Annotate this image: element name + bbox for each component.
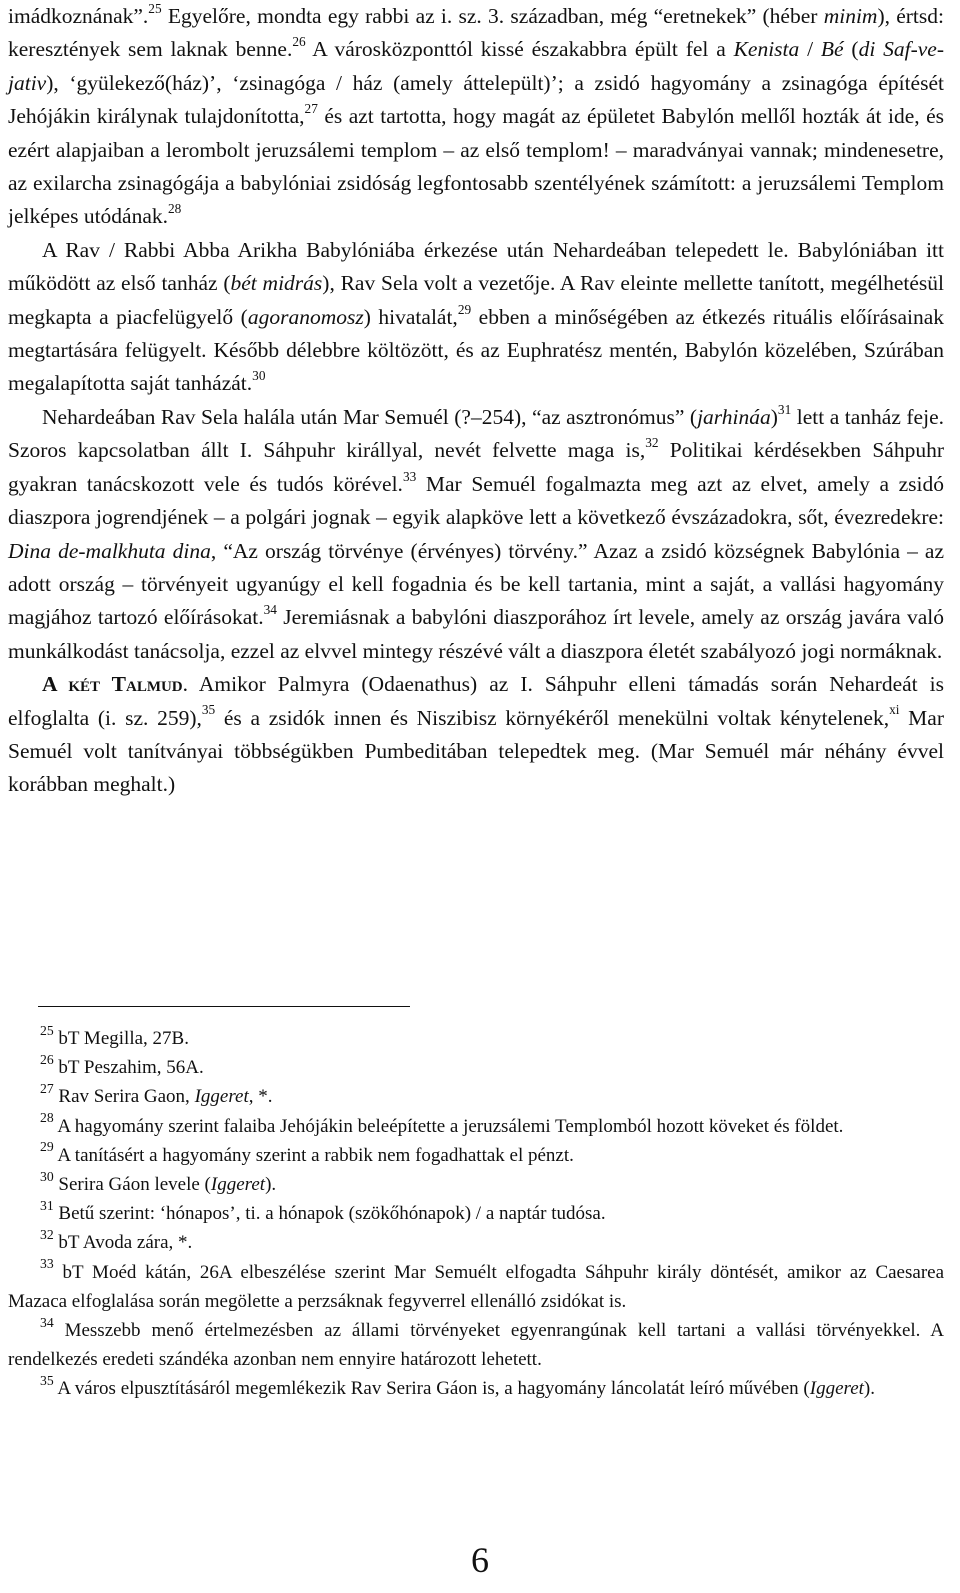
footnote-ref: 25 <box>148 0 162 16</box>
paragraph <box>8 0 944 234</box>
footnote-number: 33 <box>40 1256 54 1272</box>
text-run: lett a tanház feje. Szoros kapcsolatban állt I. Sáhpuhr királlyal, nevét felvette maga is, <box>8 404 944 463</box>
text-run: ) hivatalát, <box>363 304 458 329</box>
footnote-number: 34 <box>40 1314 54 1330</box>
footnote <box>8 1170 944 1199</box>
text-run: A Rav / Rabbi Abba Arikha Babylóniába érkezése után Nehardeában telepedett le. Babylóniában itt működött az első tanház ( <box>8 237 944 296</box>
text-run: , “Az ország törvénye (érvényes) törvény.” Azaz a zsidó községnek Babylónia – az adott ország – törvényeit ugyanúgy el kell fogadnia és be kell tartania, mint a saját, a vallási hagyomány magjához tartozó előírásokat. <box>8 538 944 630</box>
page-number: 6 <box>471 1540 489 1580</box>
italic-text: agoranomosz <box>247 304 364 329</box>
footnote-number: 28 <box>40 1110 54 1126</box>
text-run: és a zsidók innen és Niszibisz környékéről menekülni voltak kénytelenek, <box>215 705 890 730</box>
italic-text: Dina de-malkhuta dina <box>8 538 211 563</box>
footnote-number: 30 <box>40 1168 54 1184</box>
footnote-number: 29 <box>40 1139 54 1155</box>
text-run: ( <box>843 37 859 62</box>
text-run: bT Megilla, 27B. <box>58 1028 189 1049</box>
footnote <box>8 1316 944 1374</box>
footnotes <box>8 1024 944 1404</box>
footnote-ref: 31 <box>777 401 792 417</box>
footnote-ref: xi <box>889 702 900 718</box>
footnote-ref: 33 <box>402 468 417 484</box>
text-run: Egyelőre, mondta egy rabbi az i. sz. 3. században, még “eretnekek” (héber <box>161 4 824 28</box>
footnote <box>8 1141 944 1170</box>
text-run: és azt tartotta, hogy magát az épületet Babylón mellől hozták át ide, és ezért alapjaiban a lerombolt jeruzsálemi templom – az első templom! – maradványai vannak; mindenesetre, az exilarcha zsinagógája a babylóniai zsidóság legfontosabb szentélyének számított: a jeruzsálemi Templom jelképes utódának. <box>8 104 944 229</box>
paragraph <box>8 668 944 802</box>
italic-text: di Saf-ve-jativ <box>8 37 944 95</box>
text-run: ), ‘gyülekező(ház)’, ‘zsinagóga / ház (amely áttelepült)’; a zsidó hagyomány a zsinagóga építését Jehójákin királynak tulajdonította, <box>8 70 944 129</box>
footnote-number: 31 <box>40 1197 54 1213</box>
footnote-number: 27 <box>40 1081 54 1097</box>
footnote <box>8 1024 944 1053</box>
footnote-number: 35 <box>40 1373 54 1389</box>
paragraph <box>8 401 944 668</box>
footnote-number: 32 <box>40 1227 54 1243</box>
footnote-ref: 35 <box>201 702 216 718</box>
text-run: . Amikor Palmyra (Odaenathus) az I. Sáhpuhr elleni támadás során Nehardeát is elfoglalta (i. sz. 259), <box>8 672 944 730</box>
text-run: Nehardeában Rav Sela halála után Mar Semuél (?–254), “az asztronómus” ( <box>42 404 698 429</box>
text-run: A hagyomány szerint falaiba Jehójákin beleépítette a jeruzsálemi Templomból hozott köveket és földet. <box>57 1115 844 1137</box>
footnote-ref: 29 <box>457 301 472 317</box>
footnote <box>8 1053 944 1082</box>
footnote-ref: 26 <box>292 34 306 50</box>
text-run: Rav Serira Gaon, <box>58 1086 195 1108</box>
footnote-ref: 28 <box>168 201 182 217</box>
italic-text: minim <box>823 4 878 28</box>
footnote <box>8 1199 944 1228</box>
italic-text: Kenista <box>733 37 800 62</box>
text-run: imádkoznának”. <box>8 4 149 28</box>
main-text <box>8 0 944 802</box>
text-run: Messzebb menő értelmezésben az állami törvényeket egyenrangúnak kell tartani a vallási törvényekkel. A rendelkezés eredeti szándéka azonban nem ennyire határozott lehetett. <box>8 1320 944 1371</box>
text-run: Betű szerint: ‘hónapos’, ti. a hónapok (szökőhónapok) / a naptár tudósa. <box>58 1203 606 1225</box>
italic-text: jarhináa <box>697 404 771 429</box>
text-run: ) <box>770 404 778 429</box>
footnote-ref: 27 <box>304 101 318 117</box>
text-run: Mar Semuél volt tanítványai többségükben Pumbeditában telepedtek meg. (Mar Semuél már néhány évvel korábban meghalt.) <box>8 705 944 797</box>
footnote-separator <box>38 1006 410 1007</box>
text-run: ). <box>863 1378 875 1400</box>
text-run: A tanításért a hagyomány szerint a rabbik nem fogadhattak el pénzt. <box>57 1144 574 1166</box>
text-run: ), Rav Sela volt a vezetője. A Rav eleinte mellette tanított, megélhetésül megkapta a piacfelügyelő ( <box>8 271 945 329</box>
text-run: ). <box>265 1174 277 1196</box>
text-run: Serira Gáon levele ( <box>58 1174 211 1196</box>
paragraph <box>8 234 944 401</box>
italic-text: bét midrás <box>230 271 323 296</box>
text-run: ebben a minőségében az étkezés rituális előírásainak megtartására felügyelt. Később délebbre költözött, és az Euphratész mentén, Babylón közelében, Szúrában megalapította saját tanházát. <box>8 304 945 396</box>
footnote <box>8 1258 944 1316</box>
footnote-number: 25 <box>40 1022 54 1038</box>
footnote-number: 26 <box>40 1051 54 1067</box>
text-run: ), értsd: keresztények sem laknak benne. <box>8 4 944 62</box>
text-run: , *. <box>248 1086 273 1108</box>
italic-text: Iggeret <box>809 1378 864 1400</box>
text-run: Mar Semuél fogalmazta meg azt az elvet, amely a zsidó diaszpora jogrendjének – a polgári jognak – egyik alapköve lett a következő évszázadokra, sőt, évezredekre: <box>8 471 944 530</box>
footnote-ref: 34 <box>263 602 277 618</box>
italic-text: Iggeret <box>194 1086 249 1108</box>
footnote <box>8 1228 944 1257</box>
footnote <box>8 1082 944 1111</box>
text-run: Politikai kérdésekben Sáhpuhr gyakran tanácskozott vele és tudós körével. <box>8 438 944 496</box>
footnote <box>8 1374 944 1403</box>
text-run: A városközponttól kissé északabbra épült fel a <box>305 37 734 62</box>
footnote <box>8 1112 944 1141</box>
italic-text: Iggeret <box>210 1174 266 1196</box>
footnote-ref: 32 <box>645 435 659 451</box>
text-run: A város elpusztításáról megemlékezik Rav Serira Gáon is, a hagyomány láncolatát leíró művében ( <box>57 1378 810 1400</box>
section-heading: A két Talmud <box>42 672 183 697</box>
text-run: Jeremiásnak a babylóni diaszporához írt levele, amely az ország javára való munkálkodást tanácsolja, ezzel az elvvel mintegy részévé vált a diaszpora életét szabályozó jogi normáknak. <box>8 605 944 663</box>
text-run: / <box>799 37 821 62</box>
italic-text: Bé <box>820 37 844 62</box>
text-run: bT Peszahim, 56A. <box>58 1057 204 1079</box>
text-run: bT Moéd kátán, 26A elbeszélése szerint Mar Semuélt elfogadta Sáhpuhr király döntését, amikor az Caesarea Mazaca elfoglalása során megölette a perzsáknak fegyverrel ellenálló zsidókat is. <box>8 1261 945 1312</box>
text-run: bT Avoda zára, *. <box>58 1232 193 1254</box>
footnote-ref: 30 <box>252 368 266 384</box>
